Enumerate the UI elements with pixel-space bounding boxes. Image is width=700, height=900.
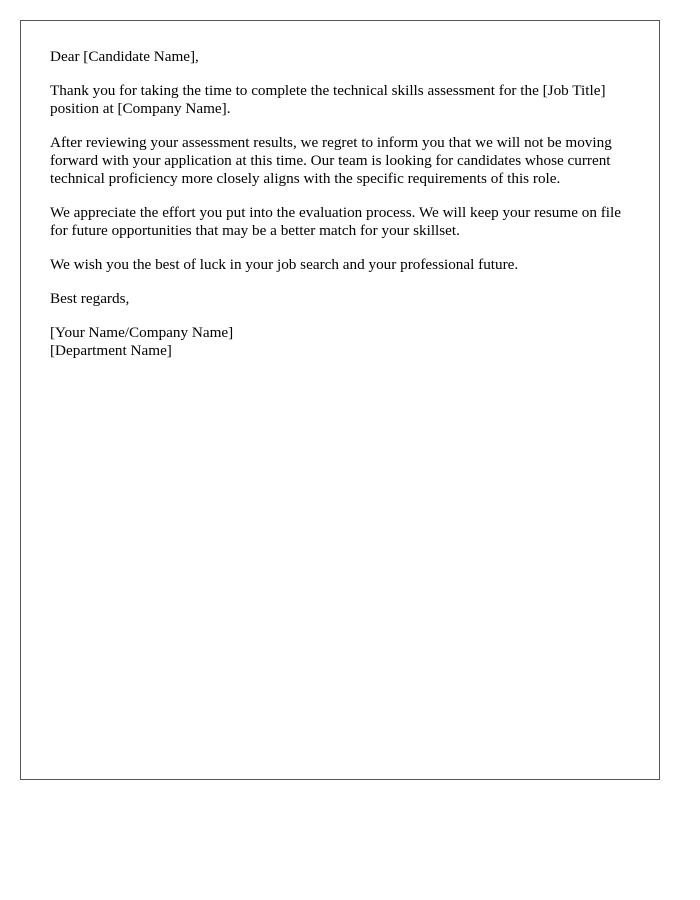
signature-name: [Your Name/Company Name] bbox=[50, 324, 234, 341]
letter-paragraph-wishes: We wish you the best of luck in your job search and your professional future. bbox=[50, 256, 519, 273]
letter-salutation: Dear [Candidate Name], bbox=[50, 48, 199, 65]
letter-paragraph-intro: Thank you for taking the time to complete the technical skills assessment for the [Job Title] position at [Company Name]. bbox=[50, 82, 606, 117]
letter-closing: Best regards, bbox=[50, 290, 130, 307]
letter-paragraph-appreciation: We appreciate the effort you put into the evaluation process. We will keep your resume on file for future opportunities that may be a better match for your skillset. bbox=[50, 204, 621, 239]
letter-body bbox=[50, 48, 635, 360]
letter-signature bbox=[50, 324, 635, 360]
letter-paragraph-decision: After reviewing your assessment results, we regret to inform you that we will not be moving forward with your application at this time. Our team is looking for candidates whose current technical proficiency more closely aligns with the specific requirements of this role. bbox=[50, 134, 612, 187]
letter-frame bbox=[20, 20, 660, 780]
signature-department: [Department Name] bbox=[50, 342, 172, 359]
